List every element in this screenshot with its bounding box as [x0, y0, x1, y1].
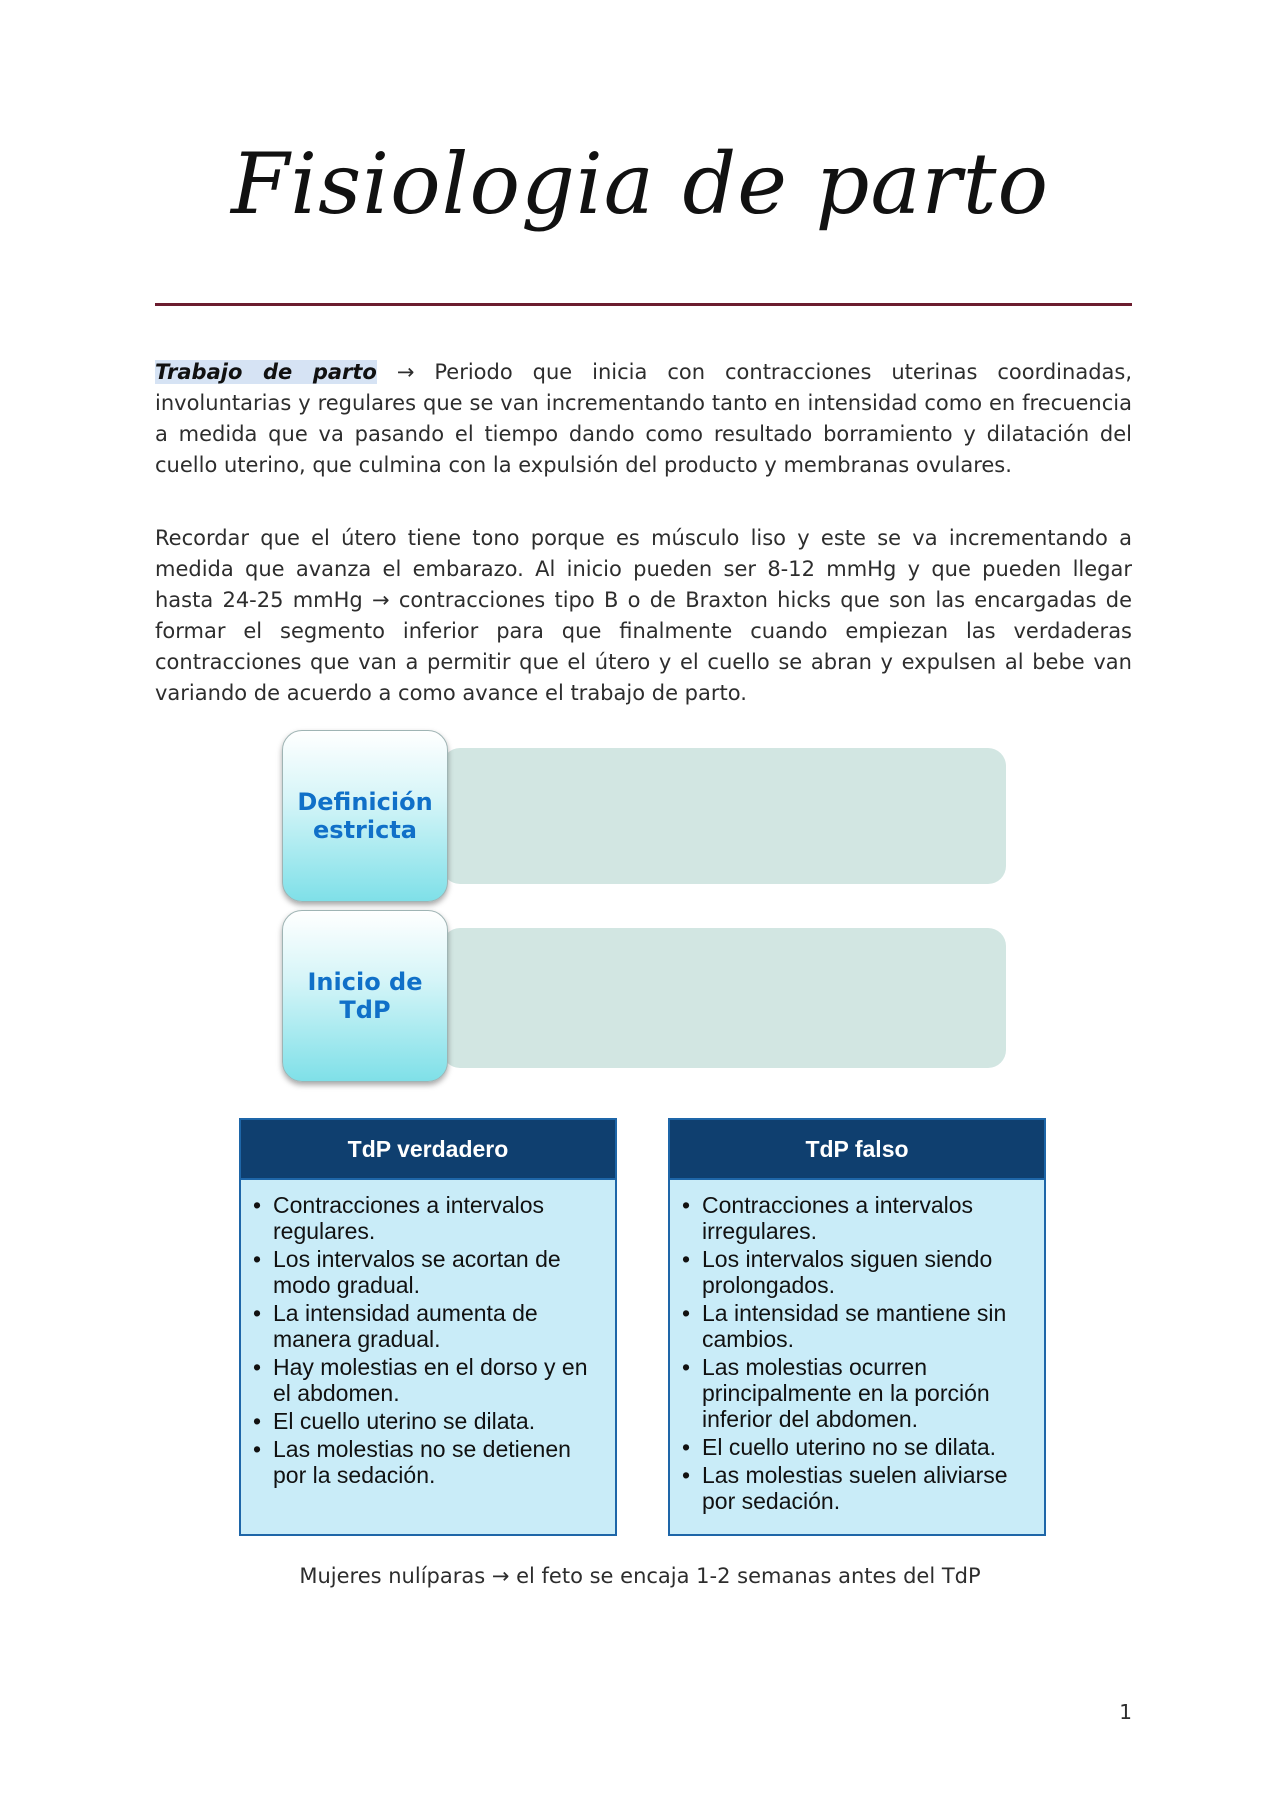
highlighted-term: Trabajo de parto: [155, 360, 377, 384]
diagram-label-inicio: Inicio de TdP: [282, 910, 448, 1082]
uterine-tone-paragraph: Recordar que el útero tiene tono porque es músculo liso y este se va incrementando a medida que avanza el embarazo. Al inicio pueden ser 8-12 mmHg y que pueden llegar hasta 24-25 mmHg → contracciones tipo B o de Braxton hicks que son las encargadas de formar el segmento inferior para que finalmente cuando empiezan las verdaderas contracciones que van a permitir que el útero y el cuello se abran y expulsen al bebe van variando de acuerdo a como avance el trabajo de parto.: [155, 526, 1132, 705]
definition-text: → Periodo que inicia con contracciones uterinas coordinadas, involuntarias y regulares que se van incrementando tanto en intensidad como en frecuencia a medida que va pasando el tiempo dando como resultado borramiento y dilatación del cuello uterino, que culmina con la expulsión del producto y membranas ovulares.: [155, 360, 1133, 477]
list-item: • Las molestias suelen aliviarse por sedación.: [680, 1462, 1034, 1514]
list-item: • Los intervalos se acortan de modo gradual.: [251, 1246, 605, 1298]
list-item: • Los intervalos siguen siendo prolongados.: [680, 1246, 1034, 1298]
diagram-panel-definicion: [442, 748, 1006, 884]
list-item: • Contracciones a intervalos regulares.: [251, 1192, 605, 1244]
list-item: • El cuello uterino se dilata.: [251, 1408, 605, 1434]
list-item: • La intensidad aumenta de manera gradual.: [251, 1300, 605, 1352]
diagram-row-inicio: [282, 910, 1006, 1090]
diagram-row-definicion: [282, 730, 1006, 910]
definition-paragraph: [155, 357, 1132, 481]
table-tdp-verdadero: [239, 1118, 617, 1536]
table-tdp-falso: [668, 1118, 1046, 1536]
list-item: • Las molestias no se detienen por la sedación.: [251, 1436, 605, 1488]
page-title: Fisiologia de parto: [230, 135, 1050, 233]
diagram-label-definicion: Definición estricta: [282, 730, 448, 902]
table-list-falso: [670, 1180, 1044, 1514]
list-item: • Hay molestias en el dorso y en el abdomen.: [251, 1354, 605, 1406]
title-divider: [155, 303, 1132, 306]
list-item: • Contracciones a intervalos irregulares.: [680, 1192, 1034, 1244]
page-number: 1: [1119, 1700, 1132, 1724]
table-list-verdadero: [241, 1180, 615, 1488]
table-header-falso: TdP falso: [670, 1120, 1044, 1180]
list-item: • El cuello uterino no se dilata.: [680, 1434, 1034, 1460]
table-header-verdadero: TdP verdadero: [241, 1120, 615, 1180]
list-item: • Las molestias ocurren principalmente en la porción inferior del abdomen.: [680, 1354, 1034, 1432]
list-item: • La intensidad se mantiene sin cambios.: [680, 1300, 1034, 1352]
nulliparous-note: Mujeres nulíparas → el feto se encaja 1-2 semanas antes del TdP: [299, 1564, 981, 1588]
diagram-panel-inicio: [442, 928, 1006, 1068]
